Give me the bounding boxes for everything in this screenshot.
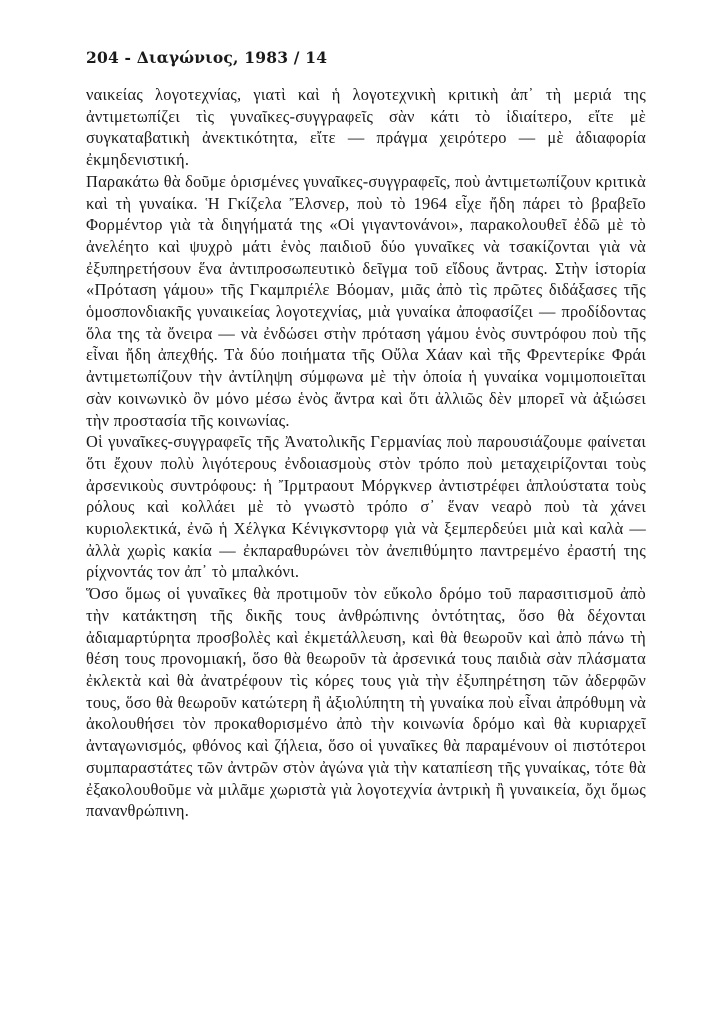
paragraph-continuation: ναικείας λογοτεχνίας, γιατὶ καὶ ἡ λογοτεχνικὴ κριτικὴ ἀπ᾿ τὴ μεριά της ἀντιμετωπίζει τὶς γυναῖκες-συγγραφεῖς σὰν κάτι τὸ ἰδιαίτερο, εἴτε μὲ συγκαταβατικὴ ἀνεκτικότητα, εἴτε — πράγμα χειρότερο — μὲ ἀδιαφορία ἐκμηδενιστική. — [86, 85, 646, 170]
paragraph-east-german-writers: Οἱ γυναῖκες-συγγραφεῖς τῆς Ἀνατολικῆς Γερμανίας ποὺ παρουσιάζουμε φαίνεται ὅτι ἔχουν πολὺ λιγότερους ἐνδοιασμοὺς στὸν τρόπο ποὺ μεταχειρίζονται τοὺς ἀρσενικοὺς συντρόφους: ἡ Ἴρμτραουτ Μόργκνερ ἀντιστρέφει ἁπλούστατα τοὺς ρόλους καὶ κολλάει μὲ τὸ γνωστὸ τρόπο σ᾿ ἕναν νεαρὸ ποὺ τὰ χάνει κυριολεκτικά, ἐνῶ ἡ Χέλγκα Κένιγκσντορφ γιὰ νὰ ξεμπερδεύει μιὰ καὶ καλὰ — ἀλλὰ χωρὶς κακία — ἐκπαραθυρώνει τὸν ἀνεπιθύμητο παντρεμένο ἐραστή της ρίχνοντάς τον ἀπ᾿ τὸ μπαλκόνι. — [86, 432, 646, 582]
paragraph-conclusion: Ὅσο ὅμως οἱ γυναῖκες θὰ προτιμοῦν τὸν εὔκολο δρόμο τοῦ παρασιτισμοῦ ἀπὸ τὴν κατάκτηση τῆς δικῆς τους ἀνθρώπινης ὀντότητας, ὅσο θὰ δέχονται ἀδιαμαρτύρητα προσβολὲς καὶ ἐκμετάλλευση, καὶ θὰ θεωροῦν καὶ ἀπὸ πάνω τὴ θέση τους προνομιακή, ὅσο θὰ θεωροῦν τὰ ἀρσενικά τους παιδιὰ σὰν πλάσματα ἐκλεκτὰ καὶ θὰ ἀνατρέφουν τὶς κόρες τους γιὰ τὴν ἐξυπηρέτηση τῶν ἀδερφῶν τους, ὅσο θὰ θεωροῦν κατώτερη ἢ ἀξιολύπητη τὴ γυναίκα ποὺ εἶναι ἀπρόθυμη νὰ ἀκολουθήσει τὸν προκαθορισμένο ἀπὸ τὴν κοινωνία δρόμο καὶ θὰ κυριαρχεῖ ἀνταγωνισμός, φθόνος καὶ ζήλεια, ὅσο οἱ γυναῖκες θὰ παραμένουν οἱ πιστότεροι συμπαραστάτες τῶν ἀντρῶν στὸν ἀγώνα γιὰ τὴν καταπίεση τῆς γυναίκας, τότε θὰ ἐξακολουθοῦμε νὰ μιλᾶμε χωριστὰ γιὰ λογοτεχνία ἀντρικὴ ἢ γυναικεία, ὄχι ὅμως πανανθρώπινη. — [86, 584, 646, 821]
book-page — [86, 46, 646, 822]
paragraph-west-german-writers: Παρακάτω θὰ δοῦμε ὁρισμένες γυναῖκες-συγγραφεῖς, ποὺ ἀντιμετωπίζουν κριτικὰ καὶ τὴ γυναίκα. Ἡ Γκίζελα Ἔλσνερ, ποὺ τὸ 1964 εἶχε ἤδη πάρει τὸ βραβεῖο Φορμέντορ γιὰ τὰ διηγήματά της «Οἱ γιγαντονάνοι», παρακολουθεῖ ἐδῶ μὲ τὸ ἀνελέητο καὶ ψυχρὸ μάτι ἑνὸς παιδιοῦ δύο γυναῖκες νὰ τσακίζονται γιὰ νὰ ἐξυπηρετήσουν ἕνα ἀντιπροσωπευτικὸ δεῖγμα τοῦ εἴδους ἄντρας. Στὴν ἱστορία «Πρόταση γάμου» τῆς Γκαμπριέλε Βόομαν, μιᾶς ἀπὸ τὶς πρῶτες διδάξασες τῆς ὁμοσπονδιακῆς γυναικείας λογοτεχνίας, μιὰ γυναίκα ἀποφασίζει — προδίδοντας ὅλα της τὰ ὄνειρα — νὰ ἐνδώσει στὴν πρόταση γάμου ἑνὸς συντρόφου ποὺ τῆς εἶναι ἤδη ἀπεχθής. Τὰ δύο ποιήματα τῆς Οὔλα Χάαν καὶ τῆς Φρεντερίκε Φράι ἀντιμετωπίζουν τὴν ἀντίληψη σύμφωνα μὲ τὴν ὁποία ἡ γυναίκα νομιμοποιεῖται σὰν κοινωνικὸ ὂν μόνο μέσω ἑνὸς ἄντρα καὶ ὅτι ἀλλιῶς δὲν μπορεῖ νὰ ἀξιώσει τὴν προστασία τῆς κοινωνίας. — [86, 171, 646, 430]
body-text — [86, 84, 646, 822]
running-head: 204 - Διαγώνιος, 1983 / 14 — [86, 48, 328, 67]
